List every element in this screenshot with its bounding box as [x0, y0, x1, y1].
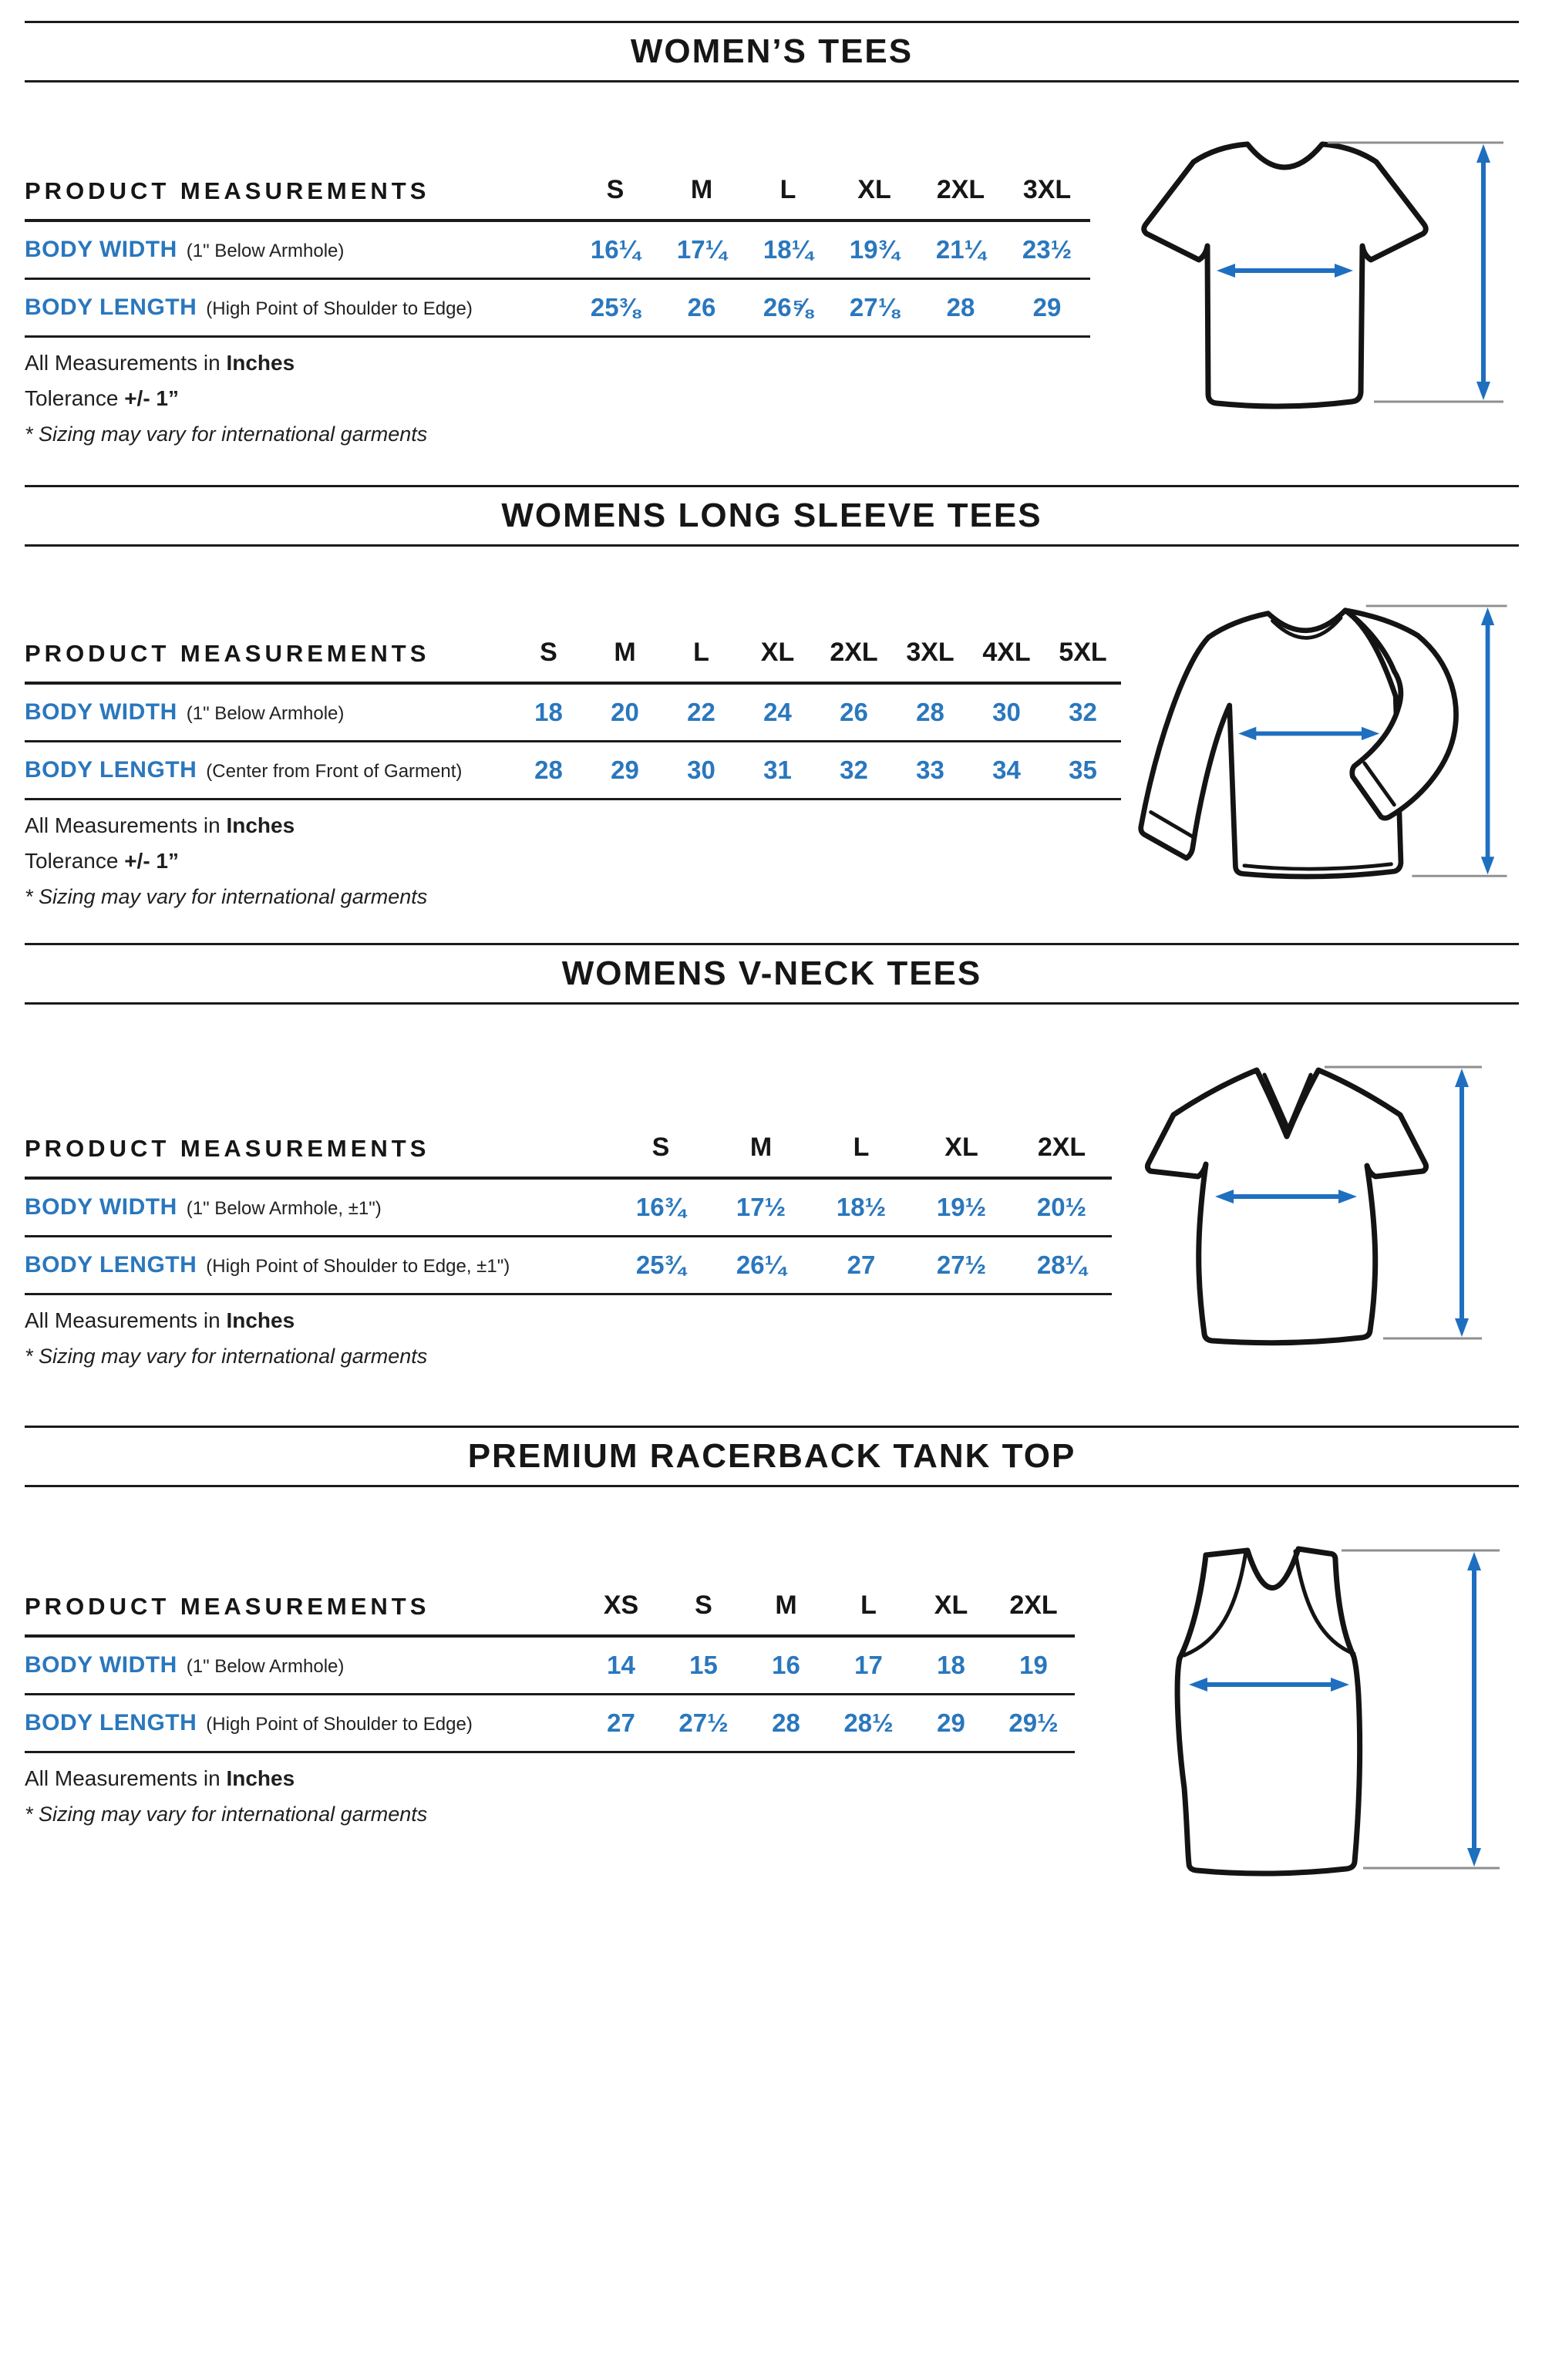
body-length-row — [25, 1695, 1075, 1753]
size-column-header: L — [693, 638, 709, 667]
long-sleeve-tee-illustration — [1121, 585, 1522, 900]
measurement-value: 16 — [772, 1651, 800, 1679]
size-column-header: 2XL — [1009, 1591, 1058, 1620]
size-column-header: M — [749, 1133, 773, 1162]
measurement-value: 20½ — [1036, 1193, 1087, 1221]
row-label: BODY LENGTH — [25, 757, 197, 783]
measurement-value: 25¾ — [635, 1251, 686, 1279]
measurement-value: 17¼ — [676, 235, 727, 264]
measurement-value: 25⅜ — [590, 293, 641, 321]
body-length-arrow — [1467, 1552, 1481, 1867]
body-length-row — [25, 1237, 1112, 1295]
size-column-header: M — [690, 175, 713, 204]
measurement-value: 14 — [607, 1651, 635, 1679]
section-title-bar — [25, 943, 1519, 1005]
measurement-value: 20 — [611, 698, 639, 726]
body-width-row — [25, 1638, 1075, 1695]
measurement-value: 23½ — [1022, 235, 1072, 264]
measurement-value: 28 — [946, 293, 975, 321]
section-title-bar — [25, 21, 1519, 82]
measurement-value: 18¼ — [763, 235, 813, 264]
row-label: BODY LENGTH — [25, 295, 197, 320]
garment-outline — [1177, 1549, 1360, 1873]
section-title: WOMENS LONG SLEEVE TEES — [501, 497, 1042, 534]
table-header-row — [25, 175, 1090, 222]
row-note: (1" Below Armhole) — [186, 703, 345, 724]
garment-body-outline — [1141, 611, 1401, 877]
body-length-arrow — [1476, 144, 1490, 400]
sizing-note: * Sizing may vary for international garments — [25, 422, 428, 446]
measurement-value: 26¼ — [736, 1251, 786, 1279]
measurement-value: 30 — [687, 756, 715, 784]
measurement-value: 28 — [534, 756, 563, 784]
section-womens-long-sleeve-tees — [25, 485, 1519, 914]
table-header-label: PRODUCT MEASUREMENTS — [25, 1135, 430, 1162]
size-column-header: 3XL — [1022, 175, 1072, 204]
measurement-value: 29 — [937, 1708, 965, 1737]
size-column-header: XL — [944, 1133, 978, 1162]
row-note: (1" Below Armhole) — [186, 241, 345, 261]
measurement-value: 15 — [689, 1651, 718, 1679]
measurement-value: 29 — [1032, 293, 1062, 321]
row-label: BODY WIDTH — [25, 1194, 177, 1220]
size-column-header: M — [775, 1591, 797, 1620]
measurement-value: 27½ — [678, 1708, 729, 1737]
body-length-row — [25, 742, 1121, 800]
garment-outline — [1144, 144, 1426, 406]
measurement-value: 34 — [992, 756, 1021, 784]
measurement-value: 28¼ — [1036, 1251, 1087, 1279]
body-width-row — [25, 1180, 1112, 1237]
measurement-value: 29½ — [1008, 1708, 1059, 1737]
row-note: (1" Below Armhole) — [186, 1656, 345, 1677]
measurement-value: 29 — [611, 756, 639, 784]
measurement-value: 26 — [687, 293, 716, 321]
crew-neck-tee-illustration — [1118, 127, 1519, 429]
body-length-row — [25, 280, 1090, 338]
section-title: PREMIUM RACERBACK TANK TOP — [467, 1437, 1076, 1475]
sizing-note: * Sizing may vary for international garments — [25, 1345, 428, 1368]
size-column-header: L — [853, 1133, 870, 1162]
units-note: All Measurements in Inches — [25, 813, 295, 837]
size-column-header: 3XL — [906, 638, 954, 667]
measurement-value: 26 — [840, 698, 868, 726]
row-note: (High Point of Shoulder to Edge, ±1") — [206, 1256, 510, 1277]
measurement-value: 24 — [763, 698, 792, 726]
units-note: All Measurements in Inches — [25, 1766, 295, 1790]
measurement-value: 19½ — [936, 1193, 987, 1221]
sizing-note: * Sizing may vary for international garments — [25, 1803, 428, 1826]
measurement-value: 27 — [847, 1251, 876, 1279]
size-column-header: S — [695, 1591, 712, 1620]
units-note: All Measurements in Inches — [25, 1308, 295, 1332]
section-womens-tees — [25, 21, 1519, 452]
measurement-value: 22 — [687, 698, 715, 726]
size-column-header: 2XL — [1037, 1133, 1086, 1162]
size-column-header: XS — [603, 1591, 639, 1620]
measurement-value: 27⅛ — [849, 293, 900, 321]
row-note: (High Point of Shoulder to Edge) — [206, 298, 473, 319]
tolerance-note: Tolerance +/- 1” — [25, 386, 179, 410]
measurement-value: 27 — [607, 1708, 635, 1737]
size-column-header: XL — [934, 1591, 968, 1620]
measurement-value: 31 — [763, 756, 792, 784]
measurement-value: 16¾ — [635, 1193, 686, 1221]
body-width-row — [25, 222, 1090, 280]
measurement-value: 17 — [854, 1651, 883, 1679]
measurement-value: 28½ — [843, 1708, 894, 1737]
measurement-value: 26⅝ — [763, 293, 813, 321]
size-column-header: 2XL — [936, 175, 985, 204]
measurement-value: 27½ — [936, 1251, 987, 1279]
measurement-value: 33 — [916, 756, 944, 784]
table-header-row — [25, 1591, 1075, 1638]
measurement-value: 30 — [992, 698, 1021, 726]
row-label: BODY LENGTH — [25, 1710, 197, 1735]
tolerance-note: Tolerance +/- 1” — [25, 849, 179, 873]
table-header-label: PRODUCT MEASUREMENTS — [25, 640, 430, 667]
measurement-value: 35 — [1069, 756, 1097, 784]
table-header-row — [25, 1133, 1112, 1180]
measurement-value: 19¾ — [849, 235, 900, 264]
size-column-header: S — [606, 175, 625, 204]
section-womens-v-neck-tees — [25, 943, 1519, 1374]
body-length-arrow — [1455, 1069, 1469, 1337]
measurement-value: 32 — [840, 756, 868, 784]
size-column-header: 4XL — [982, 638, 1031, 667]
row-label: BODY WIDTH — [25, 699, 177, 725]
table-header-row — [25, 638, 1121, 685]
measurement-value: 18 — [937, 1651, 965, 1679]
row-note: (1" Below Armhole, ±1") — [186, 1198, 382, 1219]
measurement-value: 28 — [916, 698, 944, 726]
row-note: (High Point of Shoulder to Edge) — [206, 1714, 473, 1735]
row-label: BODY WIDTH — [25, 237, 177, 262]
size-column-header: 2XL — [830, 638, 878, 667]
measurement-value: 32 — [1069, 698, 1097, 726]
racerback-tank-illustration — [1156, 1526, 1519, 1888]
body-width-row — [25, 685, 1121, 742]
measurement-value: 18½ — [836, 1193, 887, 1221]
v-neck-tee-illustration — [1118, 1047, 1519, 1354]
row-label: BODY WIDTH — [25, 1652, 177, 1678]
section-premium-racerback-tank-top — [25, 1426, 1519, 1888]
size-column-header: S — [540, 638, 557, 667]
units-note: All Measurements in Inches — [25, 351, 295, 375]
size-column-header: L — [779, 175, 796, 204]
body-length-arrow — [1481, 608, 1494, 874]
size-column-header: M — [614, 638, 636, 667]
size-column-header: XL — [760, 638, 795, 667]
measurement-value: 19 — [1019, 1651, 1048, 1679]
measurement-value: 18 — [534, 698, 563, 726]
sizing-note: * Sizing may vary for international garments — [25, 885, 428, 908]
size-column-header: 5XL — [1059, 638, 1107, 667]
section-title: WOMEN’S TEES — [630, 32, 914, 70]
size-column-header: S — [651, 1133, 670, 1162]
section-title: WOMENS V-NECK TEES — [561, 954, 982, 992]
row-label: BODY LENGTH — [25, 1252, 197, 1278]
size-column-header: XL — [857, 175, 891, 204]
measurement-value: 16¼ — [590, 235, 641, 264]
section-title-bar — [25, 1426, 1519, 1487]
section-title-bar — [25, 485, 1519, 547]
measurement-value: 28 — [772, 1708, 800, 1737]
measurement-value: 17½ — [736, 1193, 786, 1221]
garment-outline — [1147, 1070, 1426, 1343]
size-column-header: L — [860, 1591, 877, 1620]
table-header-label: PRODUCT MEASUREMENTS — [25, 1593, 430, 1620]
row-note: (Center from Front of Garment) — [206, 761, 463, 782]
table-header-label: PRODUCT MEASUREMENTS — [25, 177, 430, 204]
measurement-value: 21¼ — [935, 235, 986, 264]
